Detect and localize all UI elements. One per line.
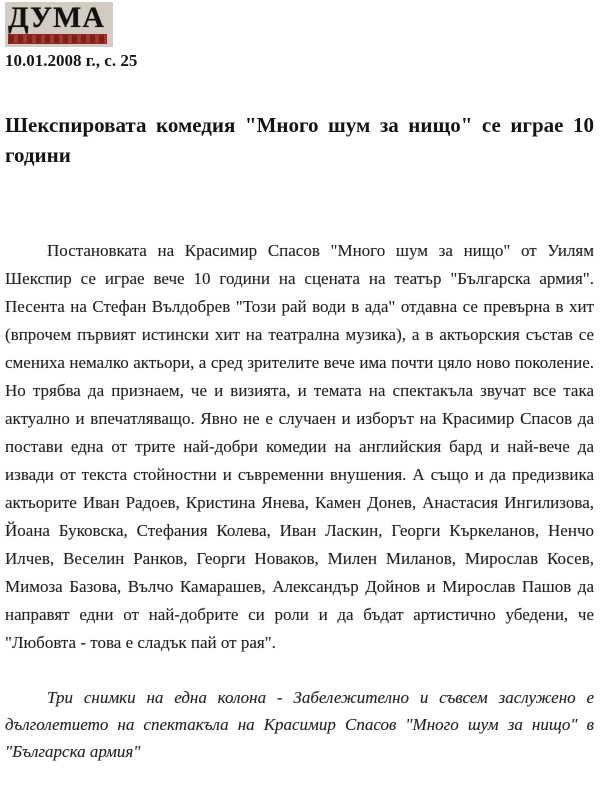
article-body: Постановката на Красимир Спасов "Много шум за нищо" от Уилям Шекспир се играе вече 10 години на сцената на театър "Българска армия". Песента на Стефан Вълдобрев "Този рай води в ада" отдавна се превърна в хит (впрочем първият истински хит на театрална музика), а в актьорския състав се смениха немалко актьори, а сред зрителите вече има почти цяло ново поколение. Но трябва да признаем, че и визията, и темата на спектакъла звучат все така актуално и впечатляващо. Явно не е случаен и изборът на Красимир Спасов да постави една от трите най-добри комедии на английския бард и най-вече да извади от текста стойностни и съвременни внушения. А също и да предизвика актьорите Иван Радоев, Кристина Янева, Камен Донев, Анастасия Ингилизова, Йоана Буковска, Стефания Колева, Иван Ласкин, Георги Къркеланов, Ненчо Илчев, Веселин Ранков, Георги Новаков, Милен Миланов, Мирослав Косев, Мимоза Базова, Вълчо Камарашев, Александър Дойнов и Мирослав Пашов да направят едни от най-добрите си роли и да бъдат артистично убедени, че "Любовта - това е сладък пай от рая". <box>5 241 594 652</box>
masthead <box>5 2 594 71</box>
article-headline: Шекспировата комедия "Много шум за нищо" се играе 10 години <box>5 113 594 167</box>
duma-logo-text: ДУМА <box>8 1 106 34</box>
date-page-line: 10.01.2008 г., с. 25 <box>5 51 138 70</box>
article-caption-note: Три снимки на една колона - Забележително и съвсем заслужено е дълголетието на спектакъла на Красимир Спасов "Много шум за нищо" в "Българска армия" <box>5 688 594 761</box>
duma-logo-red-bar <box>8 34 107 44</box>
duma-logo <box>5 2 113 47</box>
